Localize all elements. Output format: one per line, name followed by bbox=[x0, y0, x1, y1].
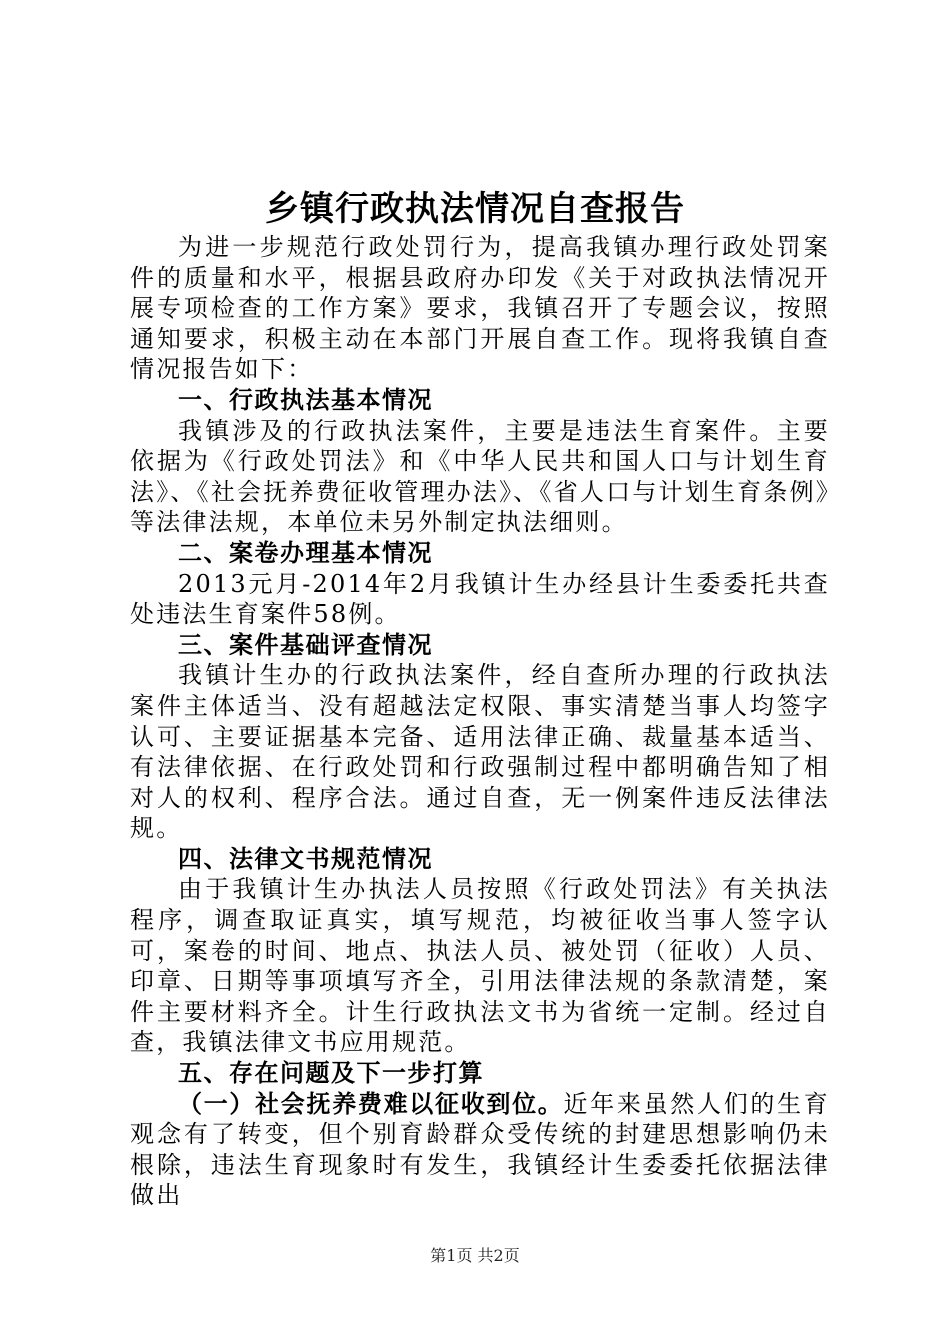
section-heading-5: 五、存在问题及下一步打算 bbox=[178, 1059, 484, 1088]
section-paragraph-5 bbox=[130, 1089, 830, 1211]
section-heading-1: 一、行政执法基本情况 bbox=[178, 385, 433, 414]
section-paragraph-1: 我镇涉及的行政执法案件，主要是违法生育案件。主要依据为《行政处罚法》和《中华人民共和国人口与计划生育法》、《社会抚养费征收管理办法》、《省人口与计划生育条例》等法律法规，本单位未另外制定执法细则。 bbox=[130, 416, 830, 537]
section-heading-4: 四、法律文书规范情况 bbox=[178, 844, 433, 873]
document-body bbox=[130, 232, 830, 1211]
section-paragraph-3: 我镇计生办的行政执法案件，经自查所办理的行政执法案件主体适当、没有超越法定权限、事实清楚当事人均签字认可、主要证据基本完备、适用法律正确、裁量基本适当、有法律依据、在行政处罚和行政强制过程中都明确告知了相对人的权利、程序合法。通过自查，无一例案件违反法律法规。 bbox=[130, 661, 830, 843]
document-title: 乡镇行政执法情况自查报告 bbox=[265, 189, 685, 229]
intro-paragraph: 为进一步规范行政处罚行为，提高我镇办理行政处罚案件的质量和水平，根据县政府办印发《关于对政执法情况开展专项检查的工作方案》要求，我镇召开了专题会议，按照通知要求，积极主动在本部门开展自查工作。现将我镇自查情况报告如下： bbox=[130, 233, 830, 384]
section-heading-3: 三、案件基础评查情况 bbox=[178, 630, 433, 659]
section-paragraph-4: 由于我镇计生办执法人员按照《行政处罚法》有关执法程序，调查取证真实，填写规范，均被征收当事人签字认可，案卷的时间、地点、执法人员、被处罚（征收）人员、印章、日期等事项填写齐全，引用法律法规的条款清楚，案件主要材料齐全。计生行政执法文书为省统一定制。经过自查，我镇法律文书应用规范。 bbox=[130, 875, 830, 1057]
section-heading-2: 二、案卷办理基本情况 bbox=[178, 538, 433, 567]
subsection-lead: （一）社会抚养费难以征收到位。 bbox=[178, 1089, 564, 1118]
subsection-text: 近年来虽然人们的生育观念有了转变，但个别育龄群众受传统的封建思想影响仍未根除，违法生育现象时有发生，我镇经计生委委托依据法律做出 bbox=[130, 1089, 830, 1210]
section-paragraph-2: 2013元月-2014年2月我镇计生办经县计生委委托共查处违法生育案件58例。 bbox=[130, 569, 830, 629]
page-footer: 第1页 共2页 bbox=[430, 1246, 520, 1265]
